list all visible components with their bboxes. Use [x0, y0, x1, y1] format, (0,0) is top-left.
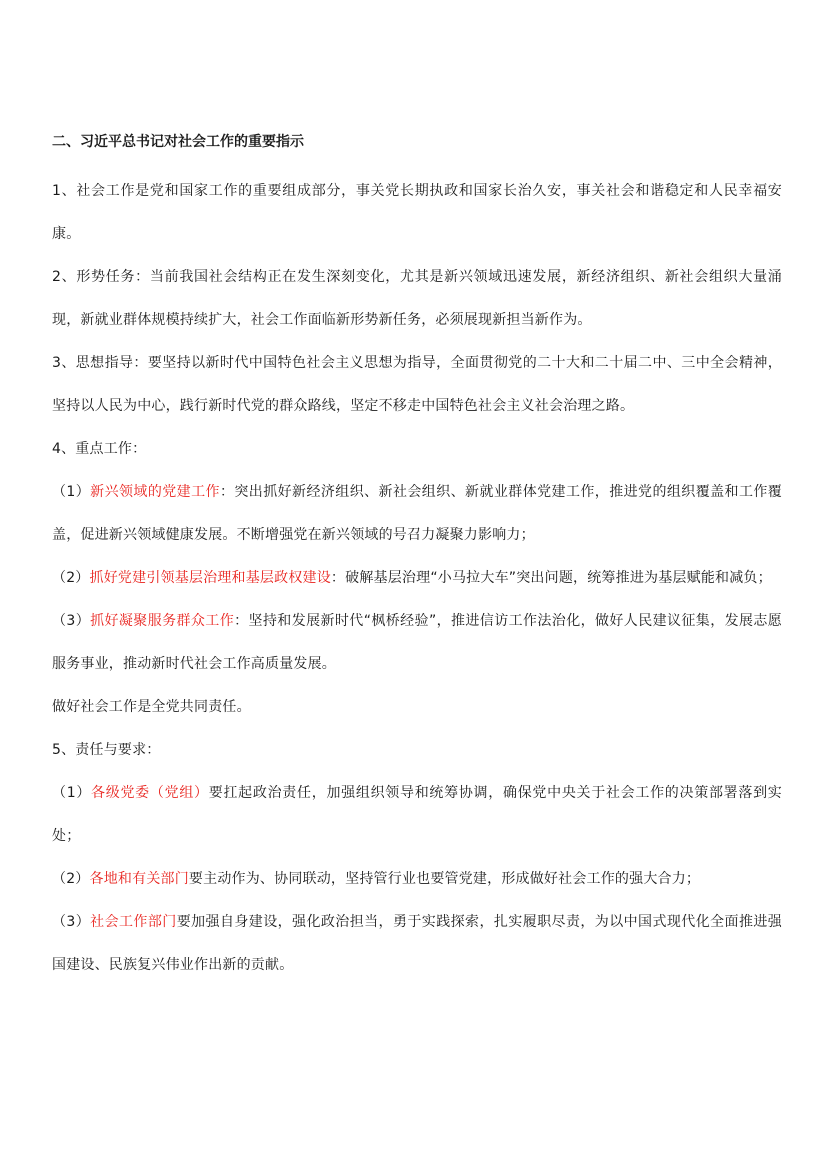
item-text: 要加强自身建设，强化政治担当，勇于实践探索，扎实履职尽责，为以中国式现代化全面推进强国建设、民族复兴伟业作出新的贡献。 — [52, 914, 783, 973]
item-prefix: （1） — [52, 484, 91, 500]
paragraph-5-1 — [52, 772, 782, 858]
item-prefix: （3） — [52, 914, 91, 930]
paragraph-4-2 — [52, 557, 782, 600]
highlight-text: 抓好党建引领基层治理和基层政权建设 — [89, 570, 331, 586]
item-prefix: （2） — [52, 871, 90, 887]
section-heading: 二、习近平总书记对社会工作的重要指示 — [52, 134, 304, 150]
item-text: ：突出抓好新经济组织、新社会组织、新就业群体党建工作，推进党的组织覆盖和工作覆盖，促进新兴领域健康发展。不断增强党在新兴领域的号召力凝聚力影响力； — [52, 484, 782, 543]
paragraph-4-1 — [52, 471, 782, 557]
item-prefix: （3） — [52, 613, 91, 629]
highlight-text: 各地和有关部门 — [89, 871, 189, 887]
paragraph-3: 3、思想指导：要坚持以新时代中国特色社会主义思想为指导，全面贯彻党的二十大和二十届二中、三中全会精神，坚持以人民为中心，践行新时代党的群众路线，坚定不移走中国特色社会主义社会治理之路。 — [52, 355, 782, 414]
paragraph-4-3 — [52, 600, 782, 686]
item-text: 要扛起政治责任，加强组织领导和统筹协调，确保党中央关于社会工作的决策部署落到实处； — [52, 785, 782, 844]
paragraph-1: 1、社会工作是党和国家工作的重要组成部分，事关党长期执政和国家长治久安，事关社会和谐稳定和人民幸福安康。 — [52, 183, 782, 242]
paragraph-5-title: 5、责任与要求： — [52, 742, 161, 758]
paragraph-4-end: 做好社会工作是全党共同责任。 — [52, 699, 251, 715]
highlight-text: 新兴领域的党建工作 — [90, 484, 220, 500]
paragraph-2: 2、形势任务：当前我国社会结构正在发生深刻变化，尤其是新兴领域迅速发展，新经济组织、新社会组织大量涌现，新就业群体规模持续扩大，社会工作面临新形势新任务，必须展现新担当新作为。 — [52, 269, 782, 328]
paragraph-4-title: 4、重点工作： — [52, 441, 147, 457]
item-text: ：破解基层治理“小马拉大车”突出问题，统筹推进为基层赋能和减负； — [330, 570, 772, 586]
paragraph-5-2 — [52, 858, 782, 901]
item-prefix: （2） — [52, 570, 90, 586]
highlight-text: 各级党委（党组） — [91, 785, 209, 801]
highlight-text: 抓好凝聚服务群众工作 — [90, 613, 235, 629]
highlight-text: 社会工作部门 — [90, 914, 177, 930]
item-text: ：坚持和发展新时代“枫桥经验”，推进信访工作法治化，做好人民建议征集，发展志愿服务事业，推动新时代社会工作高质量发展。 — [52, 613, 782, 672]
paragraph-5-3 — [52, 901, 782, 987]
item-prefix: （1） — [52, 785, 92, 801]
item-text: 要主动作为、协同联动，坚持管行业也要管党建，形成做好社会工作的强大合力； — [188, 871, 701, 887]
document-page — [52, 126, 782, 987]
